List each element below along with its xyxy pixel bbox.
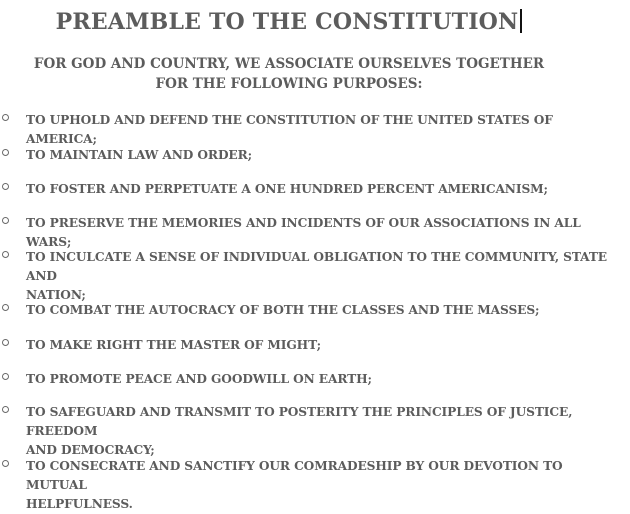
list-item-text: TO COMBAT THE AUTOCRACY OF BOTH THE CLASSES AND THE MASSES;	[26, 303, 540, 317]
list-item-text: TO PRESERVE THE MEMORIES AND INCIDENTS OF OUR ASSOCIATIONS IN ALL WARS;	[26, 216, 581, 249]
bullet-icon	[2, 460, 9, 467]
bullet-icon	[2, 251, 9, 258]
bullet-icon	[2, 183, 9, 190]
bullet-icon	[2, 406, 9, 413]
bullet-icon	[2, 149, 9, 156]
bullet-icon	[2, 339, 9, 346]
subtitle-line-2: FOR THE FOLLOWING PURPOSES:	[155, 76, 423, 92]
subtitle-line-1: FOR GOD AND COUNTRY, WE ASSOCIATE OURSELVES TOGETHER	[33, 56, 545, 72]
list-item-text: TO SAFEGUARD AND TRANSMIT TO POSTERITY THE PRINCIPLES OF JUSTICE, FREEDOM AND DEMOCRACY;	[26, 405, 573, 457]
document-title: PREAMBLE TO THE CONSTITUTION	[55, 9, 519, 35]
list-item-text: TO CONSECRATE AND SANCTIFY OUR COMRADESHIP BY OUR DEVOTION TO MUTUAL HELPFULNESS.	[26, 459, 563, 511]
list-item-text: TO INCULCATE A SENSE OF INDIVIDUAL OBLIGATION TO THE COMMUNITY, STATE AND NATION;	[26, 250, 607, 302]
list-item-text: TO PROMOTE PEACE AND GOODWILL ON EARTH;	[26, 372, 372, 386]
bullet-icon	[2, 217, 9, 224]
bullet-icon	[2, 373, 9, 380]
bullet-icon	[2, 304, 9, 311]
list-item-text: TO MAINTAIN LAW AND ORDER;	[26, 148, 253, 162]
list-item-text: TO FOSTER AND PERPETUATE A ONE HUNDRED PERCENT AMERICANISM;	[26, 182, 548, 196]
list-item-text: TO MAKE RIGHT THE MASTER OF MIGHT;	[26, 338, 322, 352]
bullet-icon	[2, 114, 9, 121]
list-item-text: TO UPHOLD AND DEFEND THE CONSTITUTION OF THE UNITED STATES OF AMERICA;	[26, 113, 553, 146]
